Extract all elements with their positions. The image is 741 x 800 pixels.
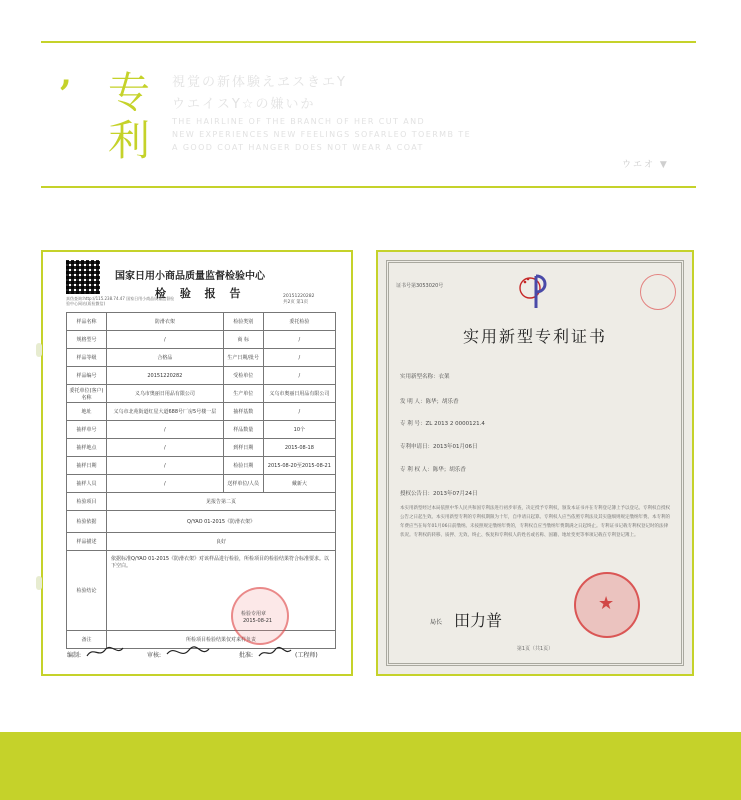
- table-label-cell: 生产日期/批号: [223, 349, 263, 367]
- sign-1-label: 编制:: [67, 652, 82, 659]
- director-signature: 田力普: [454, 611, 503, 630]
- table-label-cell: 到样日期: [223, 439, 263, 457]
- table-label-cell: 样品名称: [67, 313, 107, 331]
- table-label-cell: 样品等级: [67, 349, 107, 367]
- binder-tab: [36, 576, 42, 590]
- title-char-1: 专: [108, 68, 151, 117]
- table-value-cell: 戴新大: [263, 475, 335, 493]
- table-label-cell: 抽样单号: [67, 421, 107, 439]
- table-label-cell: 样品数量: [223, 421, 263, 439]
- table-row: [67, 313, 336, 331]
- table-value-cell: /: [263, 403, 335, 421]
- table-label-cell: 检验类别: [223, 313, 263, 331]
- report-number: [283, 294, 315, 306]
- table-value-cell: 20151220282: [107, 367, 224, 385]
- table-label-cell: 规格型号: [67, 331, 107, 349]
- table-value-cell: /: [107, 331, 224, 349]
- report-no-value: 20151220282: [283, 294, 315, 299]
- report-table: [66, 312, 336, 649]
- seal-text: 检验专用章: [241, 611, 267, 617]
- report-title: 检 验 报 告: [155, 287, 246, 300]
- table-value-cell: 义乌市奥丽日用品有限公司: [263, 385, 335, 403]
- table-label-cell: 检验日期: [223, 457, 263, 475]
- certificate-corner-seal: [640, 274, 676, 310]
- grant-date: 授权公告日：2013年07月24日: [400, 491, 478, 497]
- table-value-cell: 防滑衣架: [107, 313, 224, 331]
- utility-name: 实用新型名称：衣架: [400, 374, 450, 380]
- table-value-cell: /: [263, 349, 335, 367]
- note-value: 所检项目检验结果仅对来样负责: [107, 631, 336, 649]
- table-label-cell: 抽样地点: [67, 439, 107, 457]
- corner-text: ウエオ ▼: [622, 160, 669, 170]
- sign-3-title: (工程师): [295, 652, 318, 659]
- table-row: [67, 457, 336, 475]
- signature-3: [257, 644, 293, 663]
- table-row: [67, 533, 336, 551]
- table-row: [67, 551, 336, 631]
- star-icon: ★: [598, 593, 615, 614]
- header-top-rule: [41, 41, 696, 43]
- table-value-cell: 2015-08-20至2015-08-21: [263, 457, 335, 475]
- report-page-info: 共2页 第1页: [283, 300, 309, 305]
- sample-desc-label: 样品描述: [67, 533, 107, 551]
- table-value-cell: /: [107, 439, 224, 457]
- certificate-page: 第1页（共1页）: [516, 646, 554, 652]
- inspection-report-image: [41, 250, 353, 676]
- table-value-cell: /: [107, 421, 224, 439]
- patent-number: 专 利 号：ZL 2013 2 0000121.4: [400, 421, 485, 427]
- table-row: [67, 439, 336, 457]
- test-items-value: 见报告第二页: [107, 493, 336, 511]
- table-row: [67, 421, 336, 439]
- table-label-cell: 抽样日期: [67, 457, 107, 475]
- table-row: [67, 493, 336, 511]
- conclusion-label: 检验结论: [67, 551, 107, 631]
- patent-holder: 专 利 权 人：陈华；胡乐香: [400, 467, 466, 473]
- binder-tab: [36, 343, 42, 357]
- en-tagline-3: A GOOD COAT HANGER DOES NOT WEAR A COAT: [172, 143, 424, 152]
- table-value-cell: 合格品: [107, 349, 224, 367]
- sign-2-label: 审核:: [147, 652, 162, 659]
- table-label-cell: 生产单位: [223, 385, 263, 403]
- patent-office-logo-icon: [518, 272, 554, 312]
- table-label-cell: 地址: [67, 403, 107, 421]
- header-bottom-rule: [41, 186, 696, 188]
- certificate-body: 本实用新型经过本局依照中华人民共和国专利法进行初步审查，决定授予专利权，颁发本证书并在专利登记簿上予以登记。专利权自授权公告之日起生效。本实用新型专利的专利权期限为十年，自申请日起算。专利权人应当依照专利法及其实施细则规定缴纳年费。本专利的年费应当在每年01月06日前缴纳。未按照规定缴纳年费的，专利权自应当缴纳年费期满之日起终止。专利证书记载专利权登记时的法律状况。专利权的转移、质押、无效、终止、恢复和专利权人的姓名或名称、国籍、地址变更等事项记载在专利登记簿上。: [400, 506, 670, 538]
- conclusion-value: 依据标准Q/YAO 01-2015《防滑衣架》对该样品进行检验，所检项目的检验结果符合标准要求。以下空白。: [107, 551, 336, 631]
- table-row: [67, 511, 336, 533]
- en-tagline-1: THE HAIRLINE OF THE BRANCH OF HER CUT AND: [172, 117, 426, 126]
- table-value-cell: 义乌市北苑街道红星大道688号厂房5号楼一层: [107, 403, 224, 421]
- table-row: [67, 403, 336, 421]
- director-label: 局长: [430, 619, 443, 626]
- table-value-cell: 2015-08-18: [263, 439, 335, 457]
- jp-tagline-1: 視覚の新体験えヱスきエY: [172, 75, 347, 90]
- test-items-label: 检验项目: [67, 493, 107, 511]
- signature-1: [85, 644, 125, 663]
- certificate-title: 实用新型专利证书: [462, 327, 607, 346]
- en-tagline-2: NEW EXPERIENCES NEW FEELINGS SOFARLEO TOERMB TE: [172, 130, 472, 139]
- table-label-cell: 委托单位(客户)名称: [67, 385, 107, 403]
- note-label: 备注: [67, 631, 107, 649]
- table-label-cell: 送样单位/人员: [223, 475, 263, 493]
- table-value-cell: 10个: [263, 421, 335, 439]
- filing-date: 专利申请日：2013年01月06日: [400, 444, 478, 450]
- table-value-cell: /: [107, 457, 224, 475]
- table-label-cell: 样品编号: [67, 367, 107, 385]
- report-center-name: 国家日用小商品质量监督检验中心: [115, 271, 265, 282]
- table-label-cell: 受检单位: [223, 367, 263, 385]
- table-row: [67, 349, 336, 367]
- table-row: [67, 367, 336, 385]
- table-value-cell: 委托检验: [263, 313, 335, 331]
- header-comma: ,: [60, 54, 72, 94]
- qr-note: 真伪查询:http://115.238.74.47 国家日用小商品质量监督检验中心网站(质检微信): [66, 296, 175, 306]
- table-row: [67, 331, 336, 349]
- signature-2: [165, 644, 211, 663]
- table-value-cell: /: [263, 331, 335, 349]
- sign-3-label: 批准:: [239, 652, 254, 659]
- table-value-cell: /: [107, 475, 224, 493]
- seal-date: 2015-08-21: [243, 618, 273, 624]
- sample-desc-value: 良好: [107, 533, 336, 551]
- table-value-cell: 义乌市奥丽日用品有限公司: [107, 385, 224, 403]
- basis-label: 检验依据: [67, 511, 107, 533]
- table-value-cell: /: [263, 367, 335, 385]
- title-char-2: 利: [108, 116, 151, 165]
- table-label-cell: 抽样人员: [67, 475, 107, 493]
- inventor: 发 明 人：陈华；胡乐香: [400, 399, 459, 405]
- certificate-number: 证书号第3053020号: [396, 283, 444, 289]
- table-label-cell: 商 标: [223, 331, 263, 349]
- patent-certificate-image: [376, 250, 694, 676]
- jp-tagline-2: ウエイスY☆の嫌いか: [172, 97, 316, 112]
- footer-band: [0, 732, 741, 800]
- table-row: [67, 475, 336, 493]
- qr-code: [66, 260, 100, 294]
- table-label-cell: 抽样基数: [223, 403, 263, 421]
- basis-value: Q/YAO 01-2015《防滑衣架》: [107, 511, 336, 533]
- table-row: [67, 385, 336, 403]
